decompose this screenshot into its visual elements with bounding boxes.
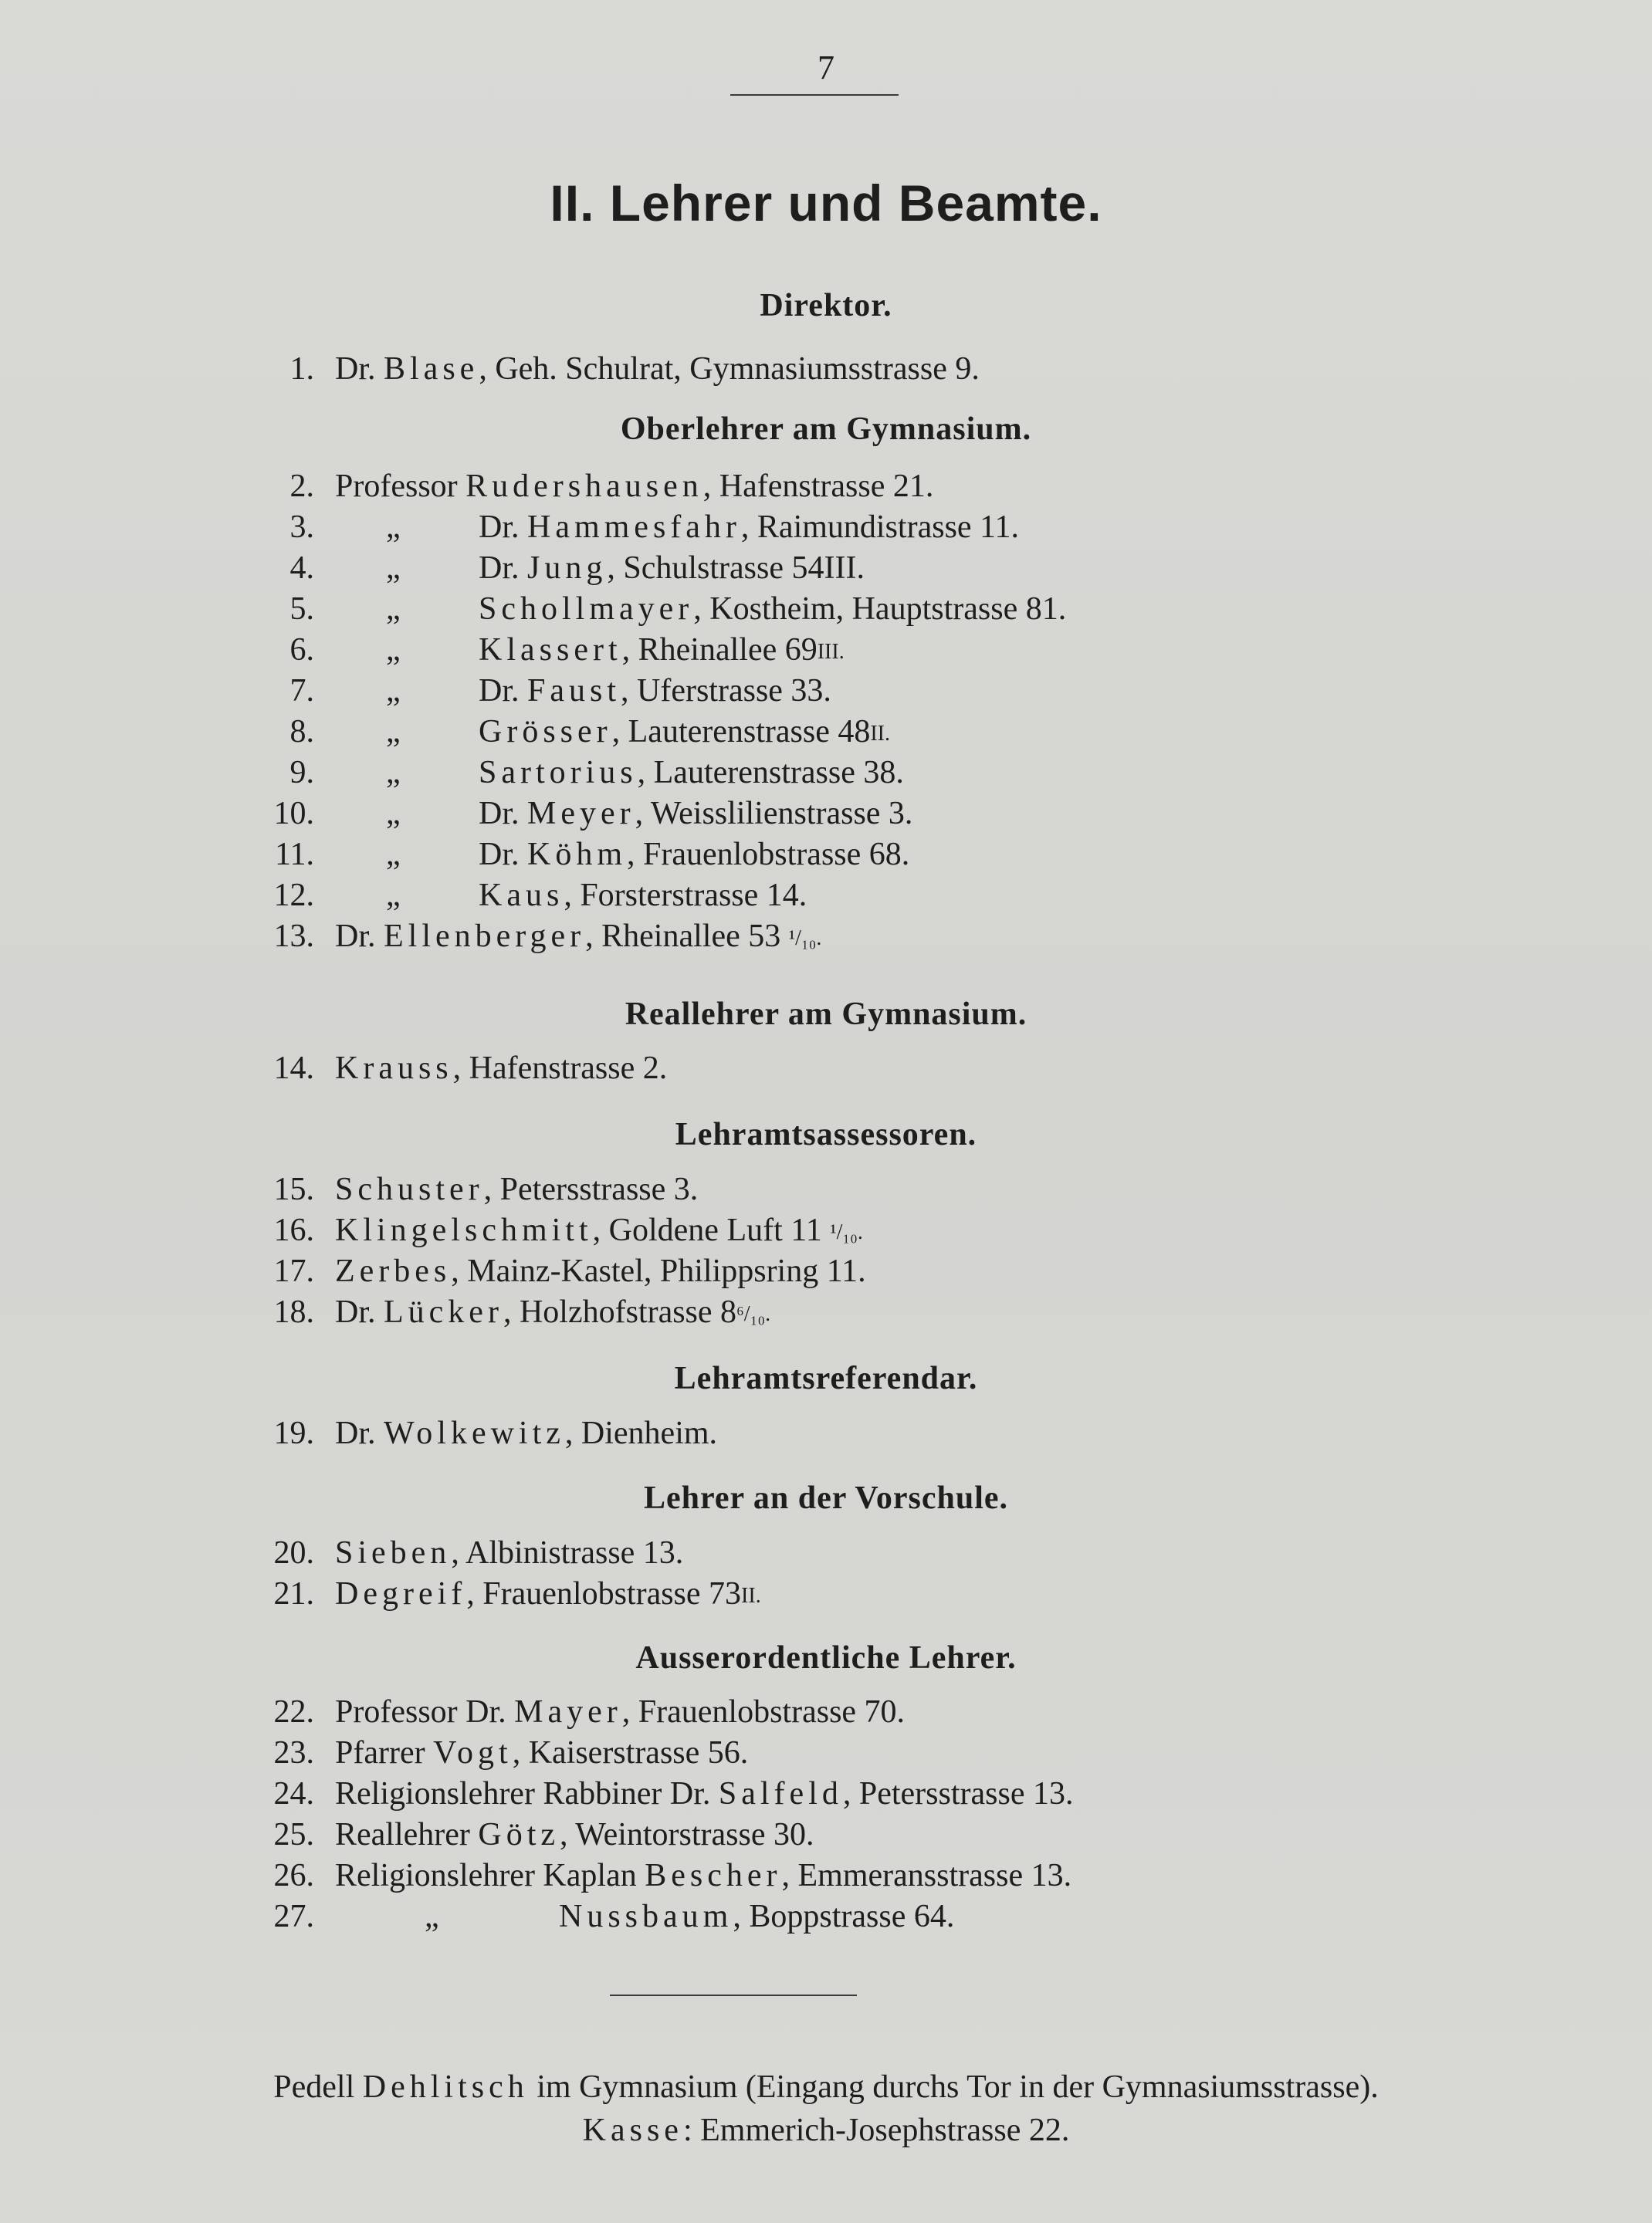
ditto-mark: „ (386, 673, 401, 709)
list-item: 25. Reallehrer Götz, Weintorstrasse 30. (273, 1817, 814, 1852)
ditto-mark: „ (386, 878, 401, 913)
list-item: 7. „ Dr. Faust, Uferstrasse 33. (0, 668, 1652, 714)
section-heading-vorschule: Lehrer an der Vorschule. (643, 1480, 1009, 1516)
section-divider (610, 1995, 857, 1996)
section-heading-referendar: Lehramtsreferendar. (674, 1361, 978, 1396)
list-item: 21. Degreif, Frauenlobstrasse 73II. (273, 1576, 761, 1612)
list-item: 24. Religionslehrer Rabbiner Dr. Salfeld, Petersstrasse 13. (273, 1776, 1074, 1812)
list-item: 17. Zerbes, Mainz-Kastel, Philippsring 11. (273, 1254, 866, 1289)
ditto-mark: „ (386, 796, 401, 831)
list-item: 12. „ Kaus, Forsterstrasse 14. (0, 872, 1652, 919)
ditto-mark: „ (386, 714, 401, 749)
section-heading-ausserordentliche: Ausserordentliche Lehrer. (635, 1640, 1017, 1676)
page-number-rule (730, 94, 899, 96)
section-heading-direktor: Direktor. (760, 288, 892, 323)
list-item: 13. Dr. Ellenberger, Rheinallee 53 ¹/₁₀. (273, 919, 822, 954)
list-item: 6. „ Klassert, Rheinallee 69III. (0, 627, 1652, 673)
list-item: 9. „ Sartorius, Lauterenstrasse 38. (0, 749, 1652, 796)
list-item: 15. Schuster, Petersstrasse 3. (273, 1172, 699, 1207)
list-item: 10. „ Dr. Meyer, Weisslilienstrasse 3. (0, 790, 1652, 837)
section-heading-oberlehrer: Oberlehrer am Gymnasium. (620, 411, 1032, 447)
list-item: 2. Professor Rudershausen, Hafenstrasse 21. (289, 469, 934, 504)
section-heading-reallehrer: Reallehrer am Gymnasium. (625, 996, 1027, 1032)
section-heading-assessoren: Lehramtsassessoren. (675, 1117, 977, 1152)
ditto-mark: „ (386, 755, 401, 790)
ditto-mark: „ (386, 591, 401, 627)
ditto-mark: „ (386, 550, 401, 586)
list-item: 23. Pfarrer Vogt, Kaiserstrasse 56. (273, 1735, 749, 1771)
list-item: 14. Krauss, Hafenstrasse 2. (273, 1051, 668, 1086)
ditto-mark: „ (386, 509, 401, 545)
list-item: 5. „ Schollmayer, Kostheim, Hauptstrasse 81. (0, 586, 1652, 632)
footer-line-kasse: Kasse: Emmerich-Josephstrasse 22. (582, 2113, 1070, 2148)
list-item: 26. Religionslehrer Kaplan Bescher, Emmeransstrasse 13. (273, 1858, 1072, 1893)
ditto-mark: „ (386, 632, 401, 668)
list-item: 20. Sieben, Albinistrasse 13. (273, 1535, 684, 1571)
list-item: 19. Dr. Wolkewitz, Dienheim. (273, 1416, 718, 1451)
list-item: 27. „ Nussbaum, Boppstrasse 64. (0, 1893, 1652, 1940)
ditto-mark: „ (386, 837, 401, 872)
list-item: 3. „ Dr. Hammesfahr, Raimundistrasse 11. (0, 504, 1652, 550)
list-item: 16. Klingelschmitt, Goldene Luft 11 ¹/₁₀. (273, 1213, 863, 1248)
list-item: 11. „ Dr. Köhm, Frauenlobstrasse 68. (0, 831, 1652, 878)
list-item: 4. „ Dr. Jung, Schulstrasse 54III. (0, 545, 1652, 591)
page-number: 7 (818, 49, 834, 86)
list-item: 18. Dr. Lücker, Holzhofstrasse 8⁶/₁₀. (273, 1294, 771, 1330)
footer-line-pedell: Pedell Dehlitsch im Gymnasium (Eingang durchs Tor in der Gymnasiumsstrasse). (273, 2069, 1379, 2105)
page-title: II. Lehrer und Beamte. (550, 174, 1102, 232)
list-item: 1. Dr. Blase, Geh. Schulrat, Gymnasiumsstrasse 9. (289, 351, 980, 387)
list-item: 22. Professor Dr. Mayer, Frauenlobstrasse 70. (273, 1694, 906, 1730)
list-item: 8. „ Grösser, Lauterenstrasse 48II. (0, 709, 1652, 755)
ditto-mark: „ (425, 1899, 439, 1934)
